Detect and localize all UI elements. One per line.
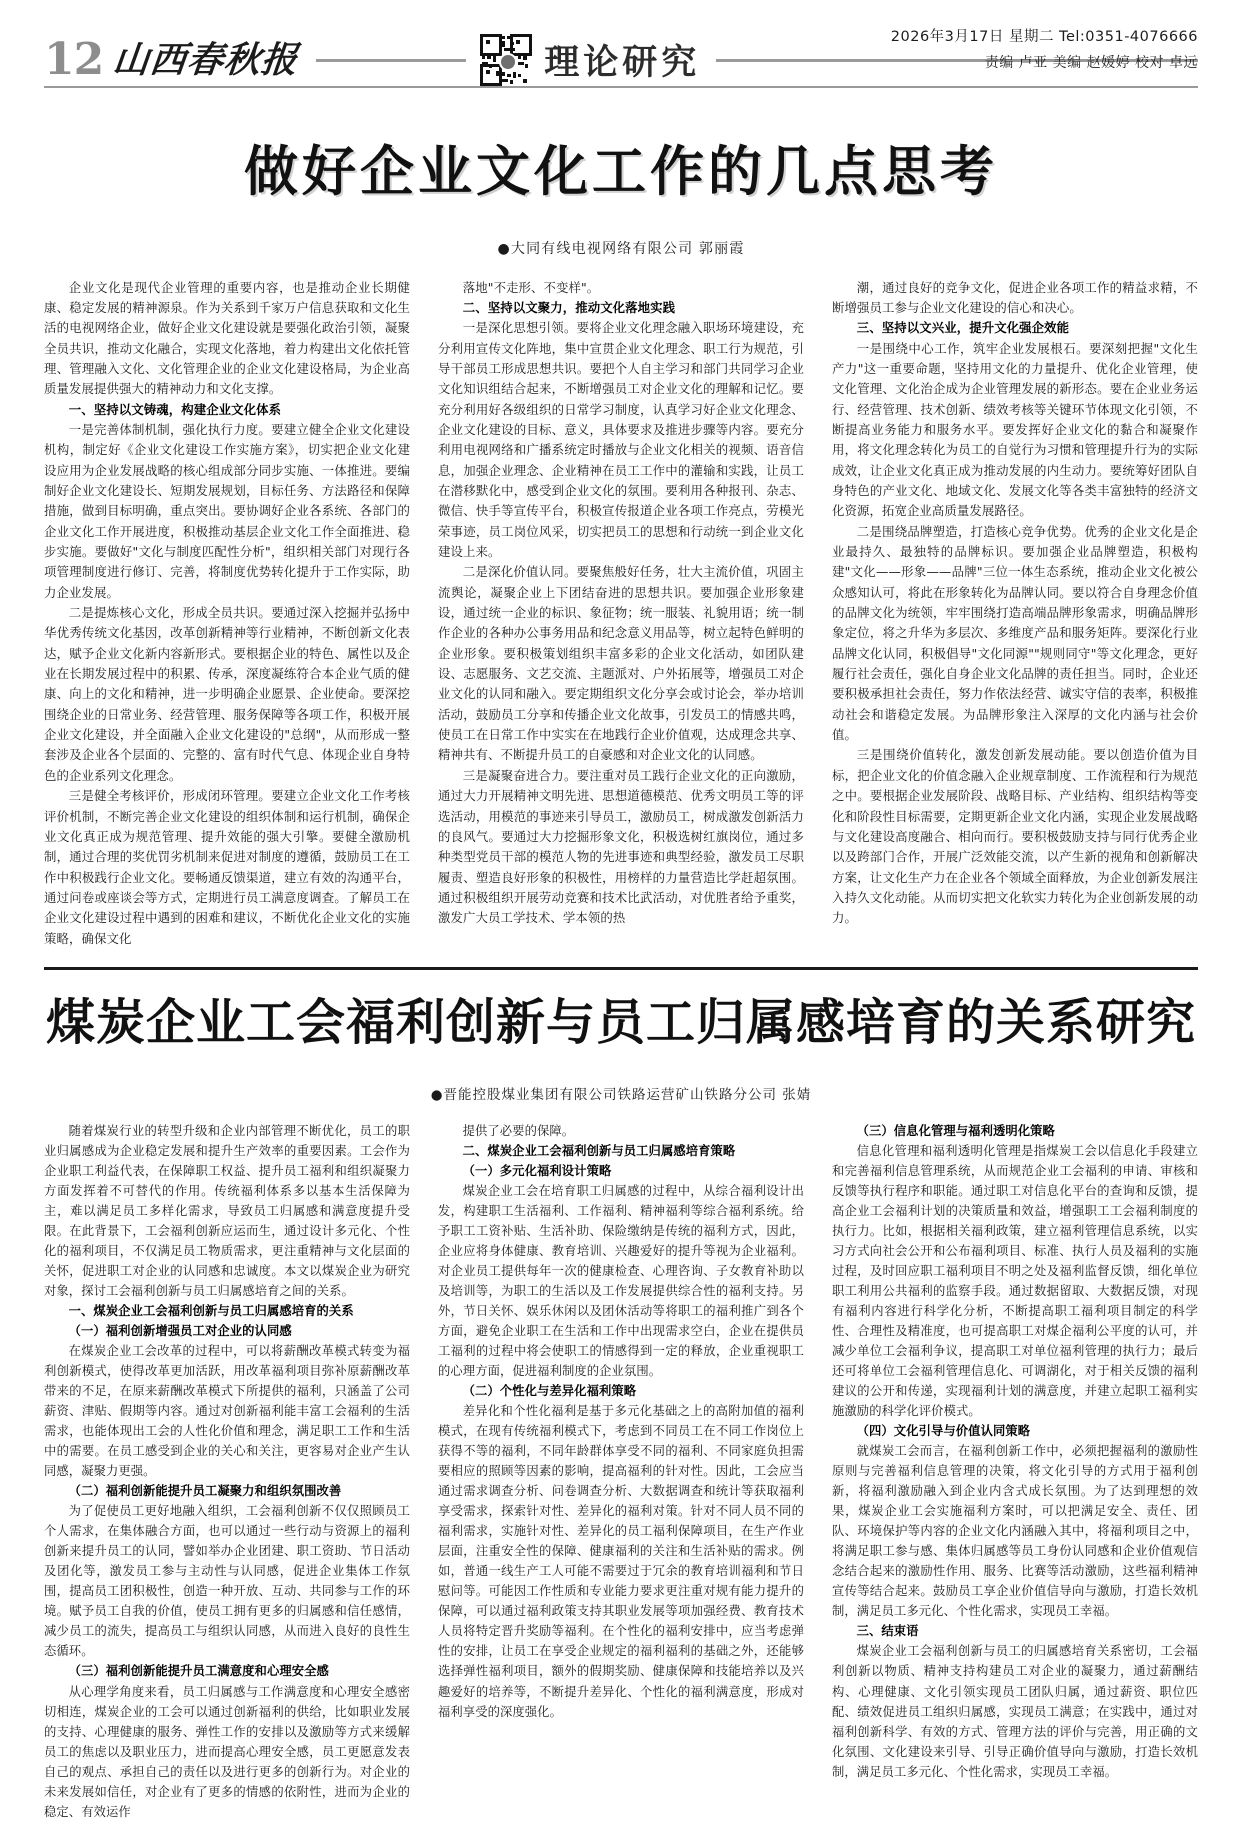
paragraph: 为了促使员工更好地融入组织，工会福利创新不仅仅照顾员工个人需求，在集体融合方面，也可以通过一些行动与资源上的福利创新来提升员工的认同，譬如举办企业团建、职工资助、节日活动及团化等，激发员工参与主动性与认同感，促进企业集体工作氛围，提高员工团积极性，创造一种开放、互动、共同参与工作的环境。赋予员工自我的价值，使员工拥有更多的归属感和信任感情，减少员工的流失，提高员工与组织认同感，从而进入良好的良性生态循环。 [44, 1504, 410, 1659]
article-two-columns [44, 1121, 1198, 1822]
article-one-column-3 [832, 278, 1198, 949]
section-subheading: （二）个性化与差异化福利策略 [462, 1384, 637, 1399]
article-one-byline: ●大同有线电视网络有限公司 郭丽霞 [497, 240, 745, 257]
paragraph: 潮，通过良好的竞争文化，促进企业各项工作的精益求精，不断增强员工参与企业文化建设的信心和决心。 [832, 279, 1198, 315]
paragraph: 随着煤炭行业的转型升级和企业内部管理不断优化，员工的职业归属感成为企业稳定发展和提升生产效率的重要因素。工会作为企业职工利益代表，在保障职工权益、提升员工福利和组织凝聚力方面发挥着不可替代的作用。传统福利体系多以基本生活保障为主，难以满足员工多样化需求，导致员工归属感和满意度提升受限。在此背景下，工会福利创新应运而生，通过设计多元化、个性化的福利项目，不仅满足员工物质需求，更注重精神与文化层面的关怀，促进职工对企业的认同感和忠诚度。本文以煤炭企业为研究对象，探讨工会福利创新与员工归属感培育之间的关系。 [44, 1123, 410, 1298]
paragraph: 信息化管理和福利透明化管理是指煤炭工会以信息化手段建立和完善福利信息管理系统，从而规范企业工会福利的申请、审核和反馈等执行程序和职能。通过职工对信息化平台的查询和反馈，提高企业工会福利计划的决策质量和效益，增强职工工会福利制度的执行力。比如，根据相关福利政策，建立福利管理信息系统，以实习方式向社会公开和公布福利项目、标准、执行人员及福利的实施过程，及时回应职工福利项目不明之处及福利监督反馈，细化单位职工利用公共福利的监察手段。通过数据留取、大数据反馈，对现有福利内容进行科学化分析，不断提高职工福利项目制定的科学性、合理性及精准度，也可提高职工对煤企福利公平度的认可，并减少单位工会福利争议，提高职工对单位福利管理的执行力；最后还可将单位工会福利管理信息化、可调湖化，对于相关反馈的福利建议的公开和传递，实现福利计划的满意度，并建立起职工福利实施激励的科学化评价模式。 [832, 1143, 1198, 1419]
masthead-meta [891, 26, 1198, 75]
paragraph: 在煤炭企业工会改革的过程中，可以将薪酬改革模式转变为福利创新模式，使得改革更加活跃，用改革福利项目弥补原薪酬改革带来的不足，在原来薪酬改革模式下所提供的福利，只涵盖了公司薪资、津贴、假期等内容。通过对创新福利能丰富工会福利的生活需求，也能体现出工会的人性化价值和理念，满足职工工作和生活中的需要。在员工感受到企业的关心和关注，更容易对企业产生认同感，凝聚力更强。 [44, 1343, 410, 1479]
section-heading: 二、坚持以文聚力，推动文化落地实践 [462, 299, 676, 315]
article-one-column-2 [438, 278, 804, 949]
section-subheading: （一）福利创新增强员工对企业的认同感 [68, 1323, 292, 1338]
editorial-credits: 责编 卢亚 美编 赵媛婷 校对 卓远 [984, 55, 1198, 72]
paragraph: 二是围绕品牌塑造，打造核心竞争优势。优秀的企业文化是企业最持久、最独特的品牌标识。要加强企业品牌塑造，积极构建"文化——形象——品牌"三位一体生态系统，推动企业文化被公众感知认可，将此在形象转化为品牌认同。要以符合自身理念价值的品牌文化为统领，牢牢围绕打造高端品牌形象需求，明确品牌形象定位，将之升华为多层次、多维度产品和服务矩阵。要深化行业品牌文化认同，积极倡导"文化同源""规则同守"等文化理念，更好履行社会责任，强化自身企业文化品牌的责任担当。同时，企业还要积极承担社会责任，努力作依法经营、诚实守信的表率，积极推动社会和谐稳定发展。为品牌形象注入深厚的文化内涵与社会价值。 [832, 523, 1198, 743]
paragraph: 从心理学角度来看，员工归属感与工作满意度和心理安全感密切相连，煤炭企业的工会可以通过创新福利的供给，比如职业发展的支持、心理健康的服务、弹性工作的安排以及激励等方式来缓解员工的焦虑以及职业压力，进而提高心理安全感，员工更愿意发表自己的观点、承担自己的责任以及进行更多的创新行为。对企业的未来发展如信任，对企业有了更多的情感的依附性，进而为企业的稳定、有效运作 [44, 1684, 410, 1819]
article-one-headline: 做好企业文化工作的几点思考 [244, 139, 998, 203]
article-divider [44, 967, 1198, 970]
masthead-rule-left [316, 59, 466, 62]
article-two-byline: ●晋能控股煤业集团有限公司铁路运营矿山铁路分公司 张婧 [430, 1086, 812, 1103]
article-two-column-3 [832, 1121, 1198, 1822]
paragraph: 煤炭企业工会在培育职工归属感的过程中，从综合福利设计出发，构建职工生活福利、工作福利、精神福利等综合福利系统。给予职工工资补贴、生活补助、保险缴纳是传统的福利方式，因此，企业应将身体健康、教育培训、兴趣爱好的提升等视为企业福利。对企业员工提供每年一次的健康检查、心理咨询、子女教育补助以及培训等，为职工的生活以及工作发展提供综合性的福利支持。另外，节日关怀、娱乐休闲以及团休活动等将职工的福利推广到各个方面，避免企业职工在生活和工作中出现需求空白，企业在提供员工福利的过程中将会使职工的情感得到一定的释放，企业重视职工的心理方面，促进福利制度的企业氛围。 [438, 1183, 804, 1378]
section-subheading: （二）福利创新能提升员工凝聚力和组织氛围改善 [68, 1484, 342, 1499]
paragraph: 企业文化是现代企业管理的重要内容，也是推动企业长期健康、稳定发展的精神源泉。作为关系到千家万户信息获取和文化生活的电视网络企业，做好企业文化建设就是要强化政治引领，凝聚全员共识，推动文化融合，实现文化落地，着力构建出文化依托管理、管理融入文化、文化管理企业的企业文化建设格局，为企业高质量发展提供强大的精神动力和文化支撑。 [44, 279, 410, 397]
paragraph: 三是健全考核评价，形成闭环管理。要建立企业文化工作考核评价机制，不断完善企业文化建设的组织体制和运行机制，确保企业文化真正成为规范管理、提升效能的强大引擎。要健全激励机制，通过合理的奖优罚劣机制来促进对制度的遵循，鼓励员工在工作中积极践行企业文化。要畅通反馈渠道，建立有效的沟通平台，通过问卷或座谈会等方式，定期进行员工满意度调查。了解员工在企业文化建设过程中遇到的困难和建议，不断优化企业文化的实施策略，确保文化 [44, 788, 410, 946]
paragraph: 二是深化价值认同。要聚焦般好任务，壮大主流价值，巩固主流舆论，凝聚企业上下团结奋进的思想共识。要加强企业形象建设，通过统一企业的标识、象征物；统一服装、礼貌用语；统一制作企业的各种办公事务用品和纪念意义用品等，树立起特色鲜明的企业形象。要积极策划组织丰富多彩的企业文化活动，如团队建设、志愿服务、文艺交流、主题派对、户外拓展等，增强员工对企业文化的认同和融入。要定期组织文化分享会或讨论会，举办培训活动，鼓励员工分享和传播企业文化故事，引发员工的情感共鸣，使员工在日常工作中实实在在地践行企业价值观，达成理念共享、精神共有、不断提升员工的自豪感和对企业文化的认同感。 [438, 564, 804, 763]
masthead-divider [44, 86, 1198, 88]
section-heading: 一、煤炭企业工会福利创新与员工归属感培育的关系 [68, 1303, 354, 1318]
section-subheading: （三）信息化管理与福利透明化策略 [856, 1123, 1055, 1138]
article-two [44, 992, 1198, 1822]
publication-date: 2026年3月17日 星期二 Tel:0351-4076666 [890, 29, 1198, 45]
page-number: 12 [44, 34, 104, 85]
masthead [44, 0, 1198, 96]
section-subheading: （三）福利创新能提升员工满意度和心理安全感 [68, 1664, 329, 1679]
section-subheading: （四）文化引导与价值认同策略 [856, 1424, 1031, 1439]
article-two-headline: 煤炭企业工会福利创新与员工归属感培育的关系研究 [45, 992, 1196, 1051]
section-subheading: （一）多元化福利设计策略 [462, 1163, 612, 1178]
paragraph: 一是围绕中心工作，筑牢企业发展根石。要深刻把握"文化生产力"这一重要命题，坚持用文化的力量提升、优化企业管理，使文化管理、文化治企成为企业管理发展的新形态。要在企业业务运行、经营管理、技术创新、绩效考核等关键环节体现文化引领，不断提高业务能力和服务水平。要发挥好企业文化的黏合和凝聚作用，将文化理念转化为员工的自觉行为习惯和管理提升行为的实际成效，让企业文化真正成为推动发展的内生动力。要统筹好团队自身特色的产业文化、地域文化、发展文化等各类丰富独特的经济文化资源，拓宽企业高质量发展路径。 [832, 340, 1198, 519]
article-one [44, 139, 1198, 949]
section-heading: 二、煤炭企业工会福利创新与员工归属感培育策略 [462, 1143, 736, 1158]
qr-center-logo [499, 53, 517, 71]
section-title: 理论研究 [544, 42, 701, 83]
qr-code-icon[interactable] [480, 34, 532, 86]
paragraph: 二是提炼核心文化，形成全员共识。要通过深入挖掘并弘扬中华优秀传统文化基因，改革创新精神等行业精神，不断创新文化表达，赋予企业文化新内容新形式。要根据企业的特色、属性以及企业在长期发展过程中的积累、传承，深度凝练符合本企业气质的健康、向上的文化和精神，进一步明确企业愿景、企业使命。要深挖围绕企业的日常业务、经营管理、服务保障等各项工作，积极开展企业文化建设，并全面融入企业文化建设的"总纲"，从而形成一整套涉及企业各个层面的、完整的、富有时代气息、体现企业自身特色的企业系列文化理念。 [44, 605, 410, 783]
section-heading: 三、结束语 [856, 1624, 919, 1639]
paper-nameplate: 山西春秋报 [111, 39, 301, 81]
paragraph: 差异化和个性化福利是基于多元化基础之上的高附加值的福利模式，在现有传统福利模式下，考虑到不同员工在不同工作岗位上获得不等的福利，不同年龄群体享受不同的福利、不同家庭负担需要相应的照顾等因素的影响，提高福利的针对性。因此，工会应当通过需求调查分析、问卷调查分析、大数据调查和统计等获取福利享受需求，探索针对性、差异化的福利对策。针对不同人员不同的福利需求，实施针对性、差异化的员工福利保障项目，在生产作业层面，注重安全性的保障、健康福利的关注和生活补贴的需求。例如，普通一线生产工人可能不需要过于冗余的教育培训福利和节日慰问等。可能因工作性质和专业能力要求更注重对规有能力提升的保障，可以通过福利政策支持其职业发展等项加强经费、教育技术人员将特定晋升奖励等福利。在个性化的福利安排中，应当考虑弹性的安排，让员工在享受企业规定的福利福利的基础之外，还能够选择弹性福利项目，额外的假期奖励、健康保障和技能培养以及兴趣爱好的培养等，不断提升差异化、个性化的福利满意度，形成对福利享受的深度强化。 [438, 1404, 804, 1719]
article-two-column-2 [438, 1121, 804, 1822]
paragraph: 三是凝聚奋进合力。要注重对员工践行企业文化的正向激励，通过大力开展精神文明先进、思想道德模范、优秀文明员工等的评选活动，用模范的事迹来引导员工，激励员工，树成激发创新活力的良风气。要通过大力挖掘形象文化，积极选树红旗岗位，通过多种类型党员干部的模范人物的先进事迹和典型经验，激发员工尽职履责、塑造良好形象的积极性，用榜样的力量营造比学赶超氛围。通过积极组织开展劳动竞赛和技术比武活动，对优胜者给予重奖，激发广大员工学技术、学本领的热 [438, 767, 804, 926]
section-heading: 一、坚持以文铸魂，构建企业文化体系 [68, 401, 282, 417]
article-one-columns [44, 278, 1198, 949]
paragraph: 煤炭企业工会福利创新与员工的归属感培育关系密切，工会福利创新以物质、精神支持构建员工对企业的凝聚力，通过薪酬结构、心理健康、文化引领实现员工团队归属，通过薪资、职位匹配、绩效促进员工组织归属感，实现员工满意；在实践中，通过对福利创新科学、有效的方式、管理方法的评价与完善，用正确的文化氛围、文化建设来引导、引导正确价值导向与激励，打造长效机制，满足员工多元化、个性化需求，实现员工幸福。 [832, 1644, 1198, 1779]
article-one-column-1 [44, 278, 410, 949]
paragraph: 一是完善体制机制，强化执行力度。要建立健全企业文化建设机构，制定好《企业文化建设工作实施方案》，切实把企业文化建设应用为企业发展战略的核心组成部分同步实施、一体推进。要编制好企业文化建设长、短期发展规划，目标任务、方法路径和保障措施，做到目标明确，重点突出。要协调好企业各系统、各部门的企业文化工作开展进度，积极推动基层企业文化工作全面推进、稳步实施。要做好"文化与制度匹配性分析"，组织相关部门对现行各项管理制度进行修订、完善，将制度优势转化提升于工作实际，助力企业发展。 [44, 421, 410, 600]
section-heading: 三、坚持以文兴业，提升文化强企效能 [856, 320, 1070, 336]
article-two-column-1 [44, 1121, 410, 1822]
paragraph: 一是深化思想引领。要将企业文化理念融入职场环境建设，充分利用宣传文化阵地，集中宣贯企业文化理念、职工行为规范，引导干部员工形成思想共识。要把个人自主学习和部门共同学习企业文化知识组结合起来，不断增强员工对企业文化的理解和记忆。要充分利用好各级组织的日常学习制度，认真学习好企业文化理念、企业文化建设的目标、意义，具体要求及推进步骤等内容。要充分利用电视网络和广播系统定时播放与企业文化相关的视频、语音信息，加强企业理念、企业精神在员工工作中的灌输和实践，让员工在潜移默化中，感受到企业文化的氛围。要利用各种报刊、杂志、微信、快手等宣传平台，积极宣传报道企业各项工作亮点，劳模光荣事迹，员工岗位风采，切实把员工的思想和行动统一到企业文化建设上来。 [438, 320, 804, 560]
paragraph: 提供了必要的保障。 [462, 1123, 575, 1138]
paragraph: 落地"不走形、不变样"。 [462, 279, 600, 295]
paragraph: 就煤炭工会而言，在福利创新工作中，必须把握福利的激励性原则与完善福利信息管理的决策，将文化引导的方式用于福利创新，将福利激励融入到企业内含式成长氛围。为了达到理想的效果，煤炭企业工会实施福利方案时，可以把满足安全、责任、团队、环境保护等内容的企业文化内涵融入其中，将福利项目之中，将满足职工参与感、集体归属感等员工身份认同感和企业价值观信念结合起来的激励性作用、服务、比赛等活动激励，这些福利精神宣传等结合起来。鼓励员工享企业价值信导向与激励，打造长效机制，满足员工多元化、个性化需求，实现员工幸福。 [832, 1444, 1198, 1619]
paragraph: 三是围绕价值转化，激发创新发展动能。要以创造价值为目标，把企业文化的价值念融入企业规章制度、工作流程和行为规范之中。要根据企业发展阶段、战略目标、产业结构、组织结构等变化和阶段性目标需要，定期更新企业文化内涵，实现企业发展战略与文化建设高度融合、相向而行。要积极鼓励支持与同行优秀企业以及跨部门合作，开展广泛效能交流，以产生新的视角和创新解决方案，让文化生产力在企业各个领域全面释放，为企业创新发展注入持久文化动能。从而切实把文化软实力转化为企业创新发展的动力。 [832, 747, 1198, 926]
